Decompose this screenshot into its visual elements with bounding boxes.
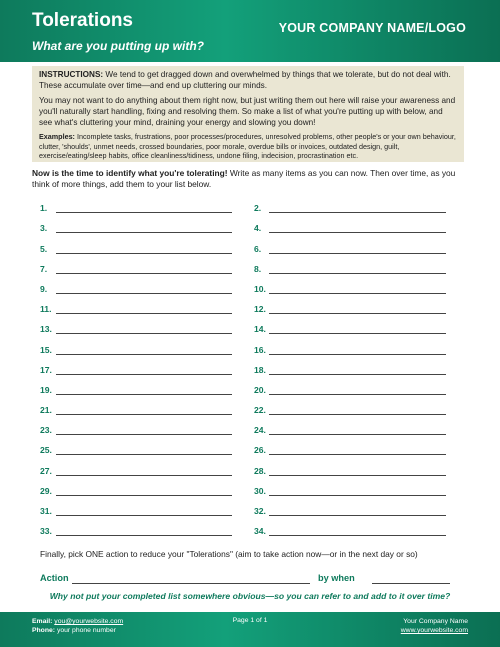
item-write-line[interactable]	[269, 454, 446, 455]
item-number: 30.	[254, 485, 266, 496]
item-number: 29.	[40, 485, 52, 496]
item-write-line[interactable]	[269, 475, 446, 476]
item-write-line[interactable]	[269, 535, 446, 536]
intro-text	[32, 168, 472, 190]
item-write-line[interactable]	[269, 394, 446, 395]
item-write-line[interactable]	[56, 232, 232, 233]
examples-paragraph	[39, 132, 457, 161]
item-write-line[interactable]	[56, 333, 232, 334]
item-write-line[interactable]	[56, 454, 232, 455]
item-write-line[interactable]	[56, 434, 232, 435]
item-write-line[interactable]	[269, 273, 446, 274]
item-write-line[interactable]	[56, 535, 232, 536]
intro-body: Write as many items as you can now. Then over time, as you think of more things, add them to your list below.	[32, 168, 456, 189]
page-subtitle: What are you putting up with?	[32, 39, 204, 53]
phone-value: your phone number	[56, 627, 116, 634]
item-number: 1.	[40, 203, 48, 214]
final-instruction: Finally, pick ONE action to reduce your "Tolerations" (aim to take action now—or in the next day or so)	[40, 549, 418, 559]
item-number: 10.	[254, 283, 266, 294]
examples-text: Incomplete tasks, frustrations, poor processes/procedures, unresolved problems, other people's or your own behaviour, clutter, 'shoulds', unmet needs, crossed boundaries, poor morale, overdue bills or invoices, outdated design, guilt, exercise/eating/sleep habits, office cleanliness/tidiness, undone filing, indecision, procrastination etc.	[39, 132, 456, 161]
item-write-line[interactable]	[269, 333, 446, 334]
footer-company	[401, 617, 468, 635]
item-number: 23.	[40, 425, 52, 436]
instructions-text-1: We tend to get dragged down and overwhelmed by things that we tolerate, but do not deal with. These accumulate over time—and end up cluttering our minds.	[39, 70, 451, 90]
item-write-line[interactable]	[56, 414, 232, 415]
intro-bold: Now is the time to identify what you're tolerating!	[32, 168, 228, 178]
item-write-line[interactable]	[269, 354, 446, 355]
item-number: 16.	[254, 344, 266, 355]
item-number: 15.	[40, 344, 52, 355]
instructions-box	[32, 66, 464, 162]
item-number: 13.	[40, 324, 52, 335]
item-number: 2.	[254, 203, 262, 214]
item-write-line[interactable]	[56, 495, 232, 496]
item-number: 22.	[254, 405, 266, 416]
item-number: 19.	[40, 384, 52, 395]
item-write-line[interactable]	[269, 293, 446, 294]
item-write-line[interactable]	[269, 253, 446, 254]
item-write-line[interactable]	[56, 515, 232, 516]
closing-question: Why not put your completed list somewhere obvious—so you can refer to and add to it over time?	[49, 591, 451, 601]
item-number: 25.	[40, 445, 52, 456]
item-number: 11.	[40, 304, 52, 315]
item-write-line[interactable]	[56, 354, 232, 355]
item-number: 24.	[254, 425, 266, 436]
item-write-line[interactable]	[269, 212, 446, 213]
item-number: 27.	[40, 465, 52, 476]
item-number: 6.	[254, 243, 262, 254]
item-write-line[interactable]	[269, 434, 446, 435]
item-number: 9.	[40, 283, 48, 294]
item-write-line[interactable]	[56, 212, 232, 213]
item-write-line[interactable]	[56, 273, 232, 274]
item-number: 7.	[40, 263, 48, 274]
item-number: 12.	[254, 304, 266, 315]
item-write-line[interactable]	[269, 313, 446, 314]
item-number: 18.	[254, 364, 266, 375]
email-label: Email:	[32, 618, 53, 625]
item-number: 3.	[40, 223, 48, 234]
instructions-label: INSTRUCTIONS:	[39, 70, 104, 79]
item-write-line[interactable]	[56, 475, 232, 476]
website-link[interactable]: www.yourwebsite.com	[400, 627, 468, 634]
item-number: 8.	[254, 263, 262, 274]
by-when-label: by when	[318, 573, 355, 583]
item-write-line[interactable]	[56, 374, 232, 375]
item-write-line[interactable]	[269, 515, 446, 516]
item-number: 34.	[254, 526, 266, 537]
footer-company-name: Your Company Name	[403, 618, 468, 625]
company-logo-placeholder: YOUR COMPANY NAME/LOGO	[278, 21, 466, 35]
item-number: 17.	[40, 364, 52, 375]
footer-banner	[0, 612, 500, 647]
item-number: 21.	[40, 405, 52, 416]
item-number: 33.	[40, 526, 52, 537]
item-write-line[interactable]	[269, 495, 446, 496]
page-title: Tolerations	[32, 10, 133, 31]
examples-label: Examples:	[39, 132, 75, 141]
phone-label: Phone:	[32, 627, 56, 634]
item-write-line[interactable]	[269, 374, 446, 375]
email-link[interactable]: you@yourwebsite.com	[54, 618, 124, 625]
item-number: 14.	[254, 324, 266, 335]
action-label: Action	[40, 573, 69, 583]
header-banner	[0, 0, 500, 62]
instructions-paragraph-1	[39, 69, 457, 91]
action-input-line[interactable]	[72, 583, 310, 584]
item-write-line[interactable]	[56, 293, 232, 294]
instructions-paragraph-2: You may not want to do anything about them right now, but just writing them out here will raise your awareness and you'll naturally start handling, fixing and resolving them. So make a list of what you're putting up with below, and see what's cluttering your mind, draining your energy and slowing you down!	[39, 96, 456, 127]
item-write-line[interactable]	[269, 232, 446, 233]
item-write-line[interactable]	[269, 414, 446, 415]
item-number: 4.	[254, 223, 262, 234]
item-number: 32.	[254, 506, 266, 516]
item-number: 20.	[254, 384, 266, 395]
by-when-input-line[interactable]	[372, 583, 450, 584]
item-write-line[interactable]	[56, 313, 232, 314]
item-number: 31.	[40, 506, 52, 516]
item-write-line[interactable]	[56, 253, 232, 254]
item-number: 28.	[254, 465, 266, 476]
item-number: 26.	[254, 445, 266, 456]
item-write-line[interactable]	[56, 394, 232, 395]
item-number: 5.	[40, 243, 48, 254]
footer-phone-row	[32, 626, 123, 635]
page-number: Page 1 of 1	[232, 617, 268, 624]
